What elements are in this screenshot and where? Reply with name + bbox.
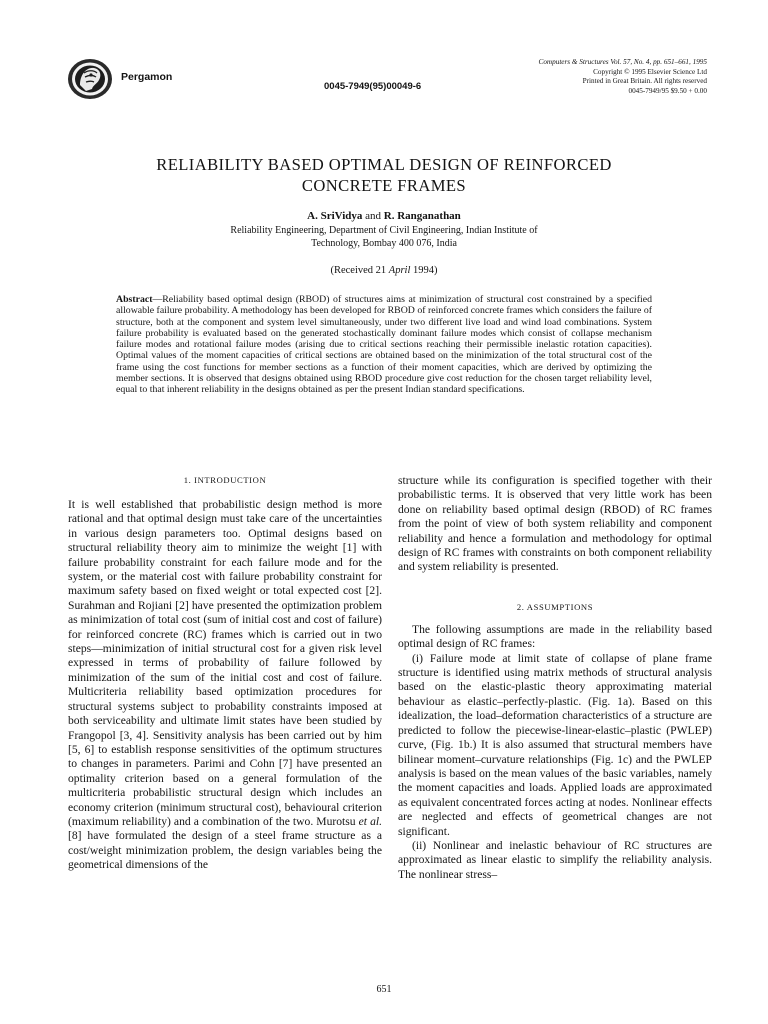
- introduction-heading: 1. INTRODUCTION: [183, 475, 267, 485]
- title-line-1: RELIABILITY BASED OPTIMAL DESIGN OF REINFORCED: [156, 155, 612, 174]
- author-conjunction: and: [365, 210, 382, 222]
- journal-citation: Computers & Structures Vol. 57, No. 4, pp. 651–661, 1995: [538, 58, 707, 66]
- assumptions-paragraph-i: (i) Failure mode at limit state of collapse of plane frame structure is identified using matrix methods of structural analysis based on the elastic-plastic theory approximating material behaviour as elastic–perfectly-plastic. (Fig. 1a). Based on this idealization, the load–deformation characteristics of a structure are predicted to follow the piecewise-linear-elastic–plastic (PWLEP) curve, (Fig. 1b.) It is also assumed that structural members have bilinear moment–curvature relationships (Fig. 1c) and the PWLEP analysis is based on the mean values of the basic variables, namely the moment capacities and loads. Applied loads are approximated as equivalent concentrated forces acting at nodes. Nonlinear effects are neglected and effects of geometrical changes are not significant.: [398, 651, 712, 838]
- affiliation: Reliability Engineering, Department of Civil Engineering, Indian Institute of Technology, Bombay 400 076, India: [230, 225, 538, 249]
- assumptions-heading: 2. ASSUMPTIONS: [516, 601, 594, 612]
- title-line-2: CONCRETE FRAMES: [301, 176, 467, 195]
- publication-info: [539, 58, 707, 96]
- paper-title: [80, 154, 688, 196]
- abstract-text: —Reliability based optimal design (RBOD) of structures aims at minimization of structural cost constrained by a specified allowable failure probability. A methodology has been developed for RBOD of reinforced concrete frames which considers the failure of structure, both at the component and system level simultaneously, under two different live load and wind load combinations. System failure probability is evaluated based on the generated stochastically dominant failure modes which consist of collapse mechanism failure modes and rotational failure modes (arising due to critical sections reaching their permissible inelastic rotation capacities). Optimal values of the moment capacities of critical sections are obtained based on the minimization of the total structural cost of the frame using the cost functions for member sections as a function of their moment capacities, which are derived by optimizing the member sections. It is observed that designs obtained using RBOD procedure give cost reduction for the chosen target reliability level, equal to that inherent reliability in the designs obtained as per the present Indian standard specifications.: [116, 294, 652, 396]
- assumptions-paragraph-ii: (ii) Nonlinear and inelastic behaviour of RC structures are approximated as linear elastic to simplify the reliability analysis. The nonlinear stress–: [398, 838, 712, 881]
- introduction-paragraph: It is well established that probabilistic design method is more rational and that optimal design must take care of the uncertainties in various design parameters too. Optimal designs based on structural reliability theory aim to minimize the weight [1] with failure probability constraint for each failure mode and for the system, or the material cost with failure probability constraint for maximum safety based on fixed weight or total expected cost [2]. Surahman and Rojiani [2] have presented the optimization problem as minimization of total cost (sum of initial cost and cost of failure) for reinforced concrete (RC) frames which is carried out in two steps—minimization of initial structural cost for a given risk level expressed in terms of probability of failure followed by minimization of the sum of the initial cost and cost of failure. Multicriteria reliability based optimization procedures for structural systems subject to probability constraints imposed at both serviceability and ultimate limit states have been studied by Frangopol [3, 4]. Sensitivity analysis has been carried out by him [5, 6] to establish response sensitivities of the optimum structures to changes in parameters. Parimi and Cohn [7] have presented an optimality criterion based on a general formulation of the multicriteria probabilistic structural design which includes an economy criterion (minimum structural cost), behavioural criterion (maximum reliability) and a combination of the two. Murotsu et al. [8] have formulated the design of a steel frame structure as a cost/weight minimization problem, the design variables being the geometrical dimensions of the: [68, 498, 382, 872]
- page-number: 651: [376, 984, 392, 995]
- author-1: A. SriVidya: [307, 210, 363, 222]
- author-2: R. Ranganathan: [383, 210, 461, 222]
- pergamon-logo-icon: [66, 57, 114, 101]
- abstract: [116, 294, 652, 396]
- printed-line: Printed in Great Britain. All rights reserved: [582, 77, 707, 86]
- doi-code: 0045-7949(95)00049-6: [324, 81, 422, 92]
- received-date: (Received 21 April 1994): [330, 265, 438, 276]
- right-column: [398, 474, 712, 882]
- introduction-continuation: structure while its configuration is specified together with their probabilistic terms. It is observed that very little work has been done on reliability based optimal design (RBOD) of RC frames from the point of view of both system reliability and component reliability and hence a formulation and methodology for optimal design of RC frames with constraints on both component reliability and system reliability is presented.: [398, 474, 712, 574]
- assumptions-paragraph-intro: The following assumptions are made in the reliability based optimal design of RC frames:: [398, 622, 712, 651]
- publisher-name: Pergamon: [121, 71, 173, 83]
- copyright-line: Copyright © 1995 Elsevier Science Ltd: [593, 67, 707, 76]
- price-line: 0045-7949/95 $9.50 + 0.00: [628, 86, 707, 95]
- abstract-label: Abstract: [116, 294, 153, 305]
- left-column: [68, 474, 382, 873]
- author-list: [80, 210, 688, 222]
